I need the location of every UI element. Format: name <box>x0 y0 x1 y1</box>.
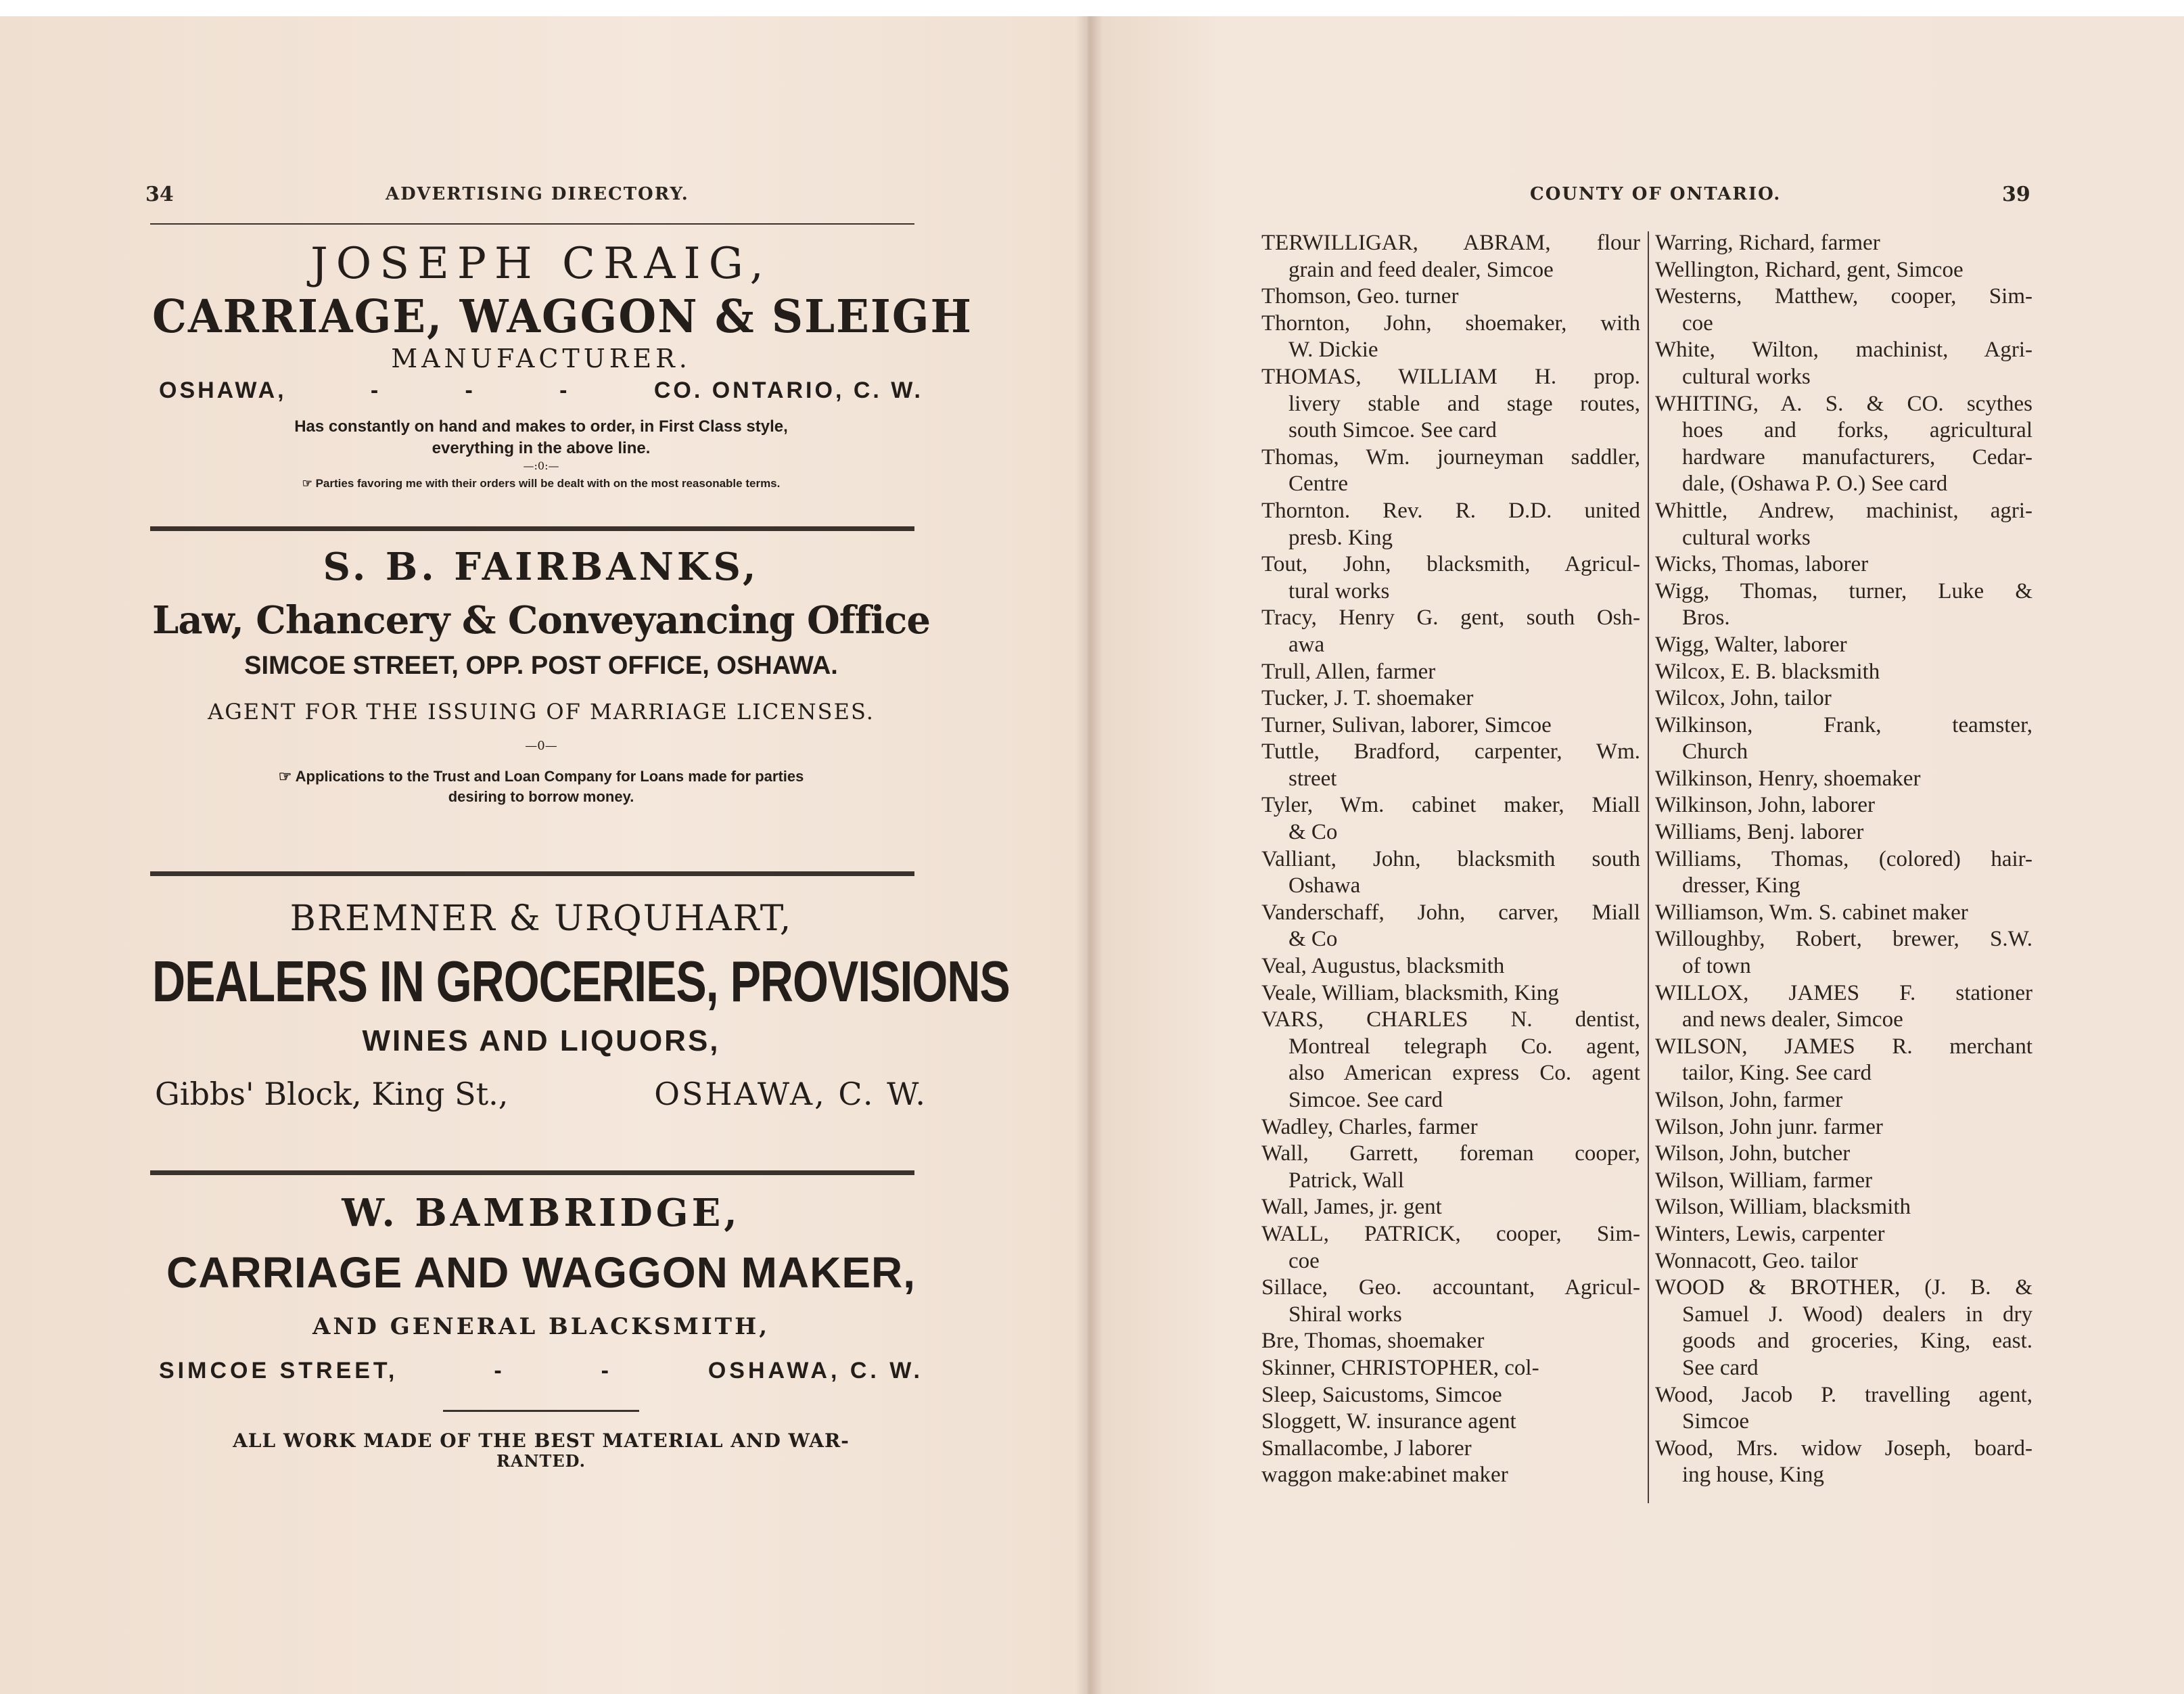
ad-address-line <box>152 373 930 407</box>
entry-line: Williams, Benj. laborer <box>1655 820 1864 845</box>
ad-headline: CARRIAGE AND WAGGON MAKER, <box>166 1248 916 1297</box>
directory-column-right <box>1655 230 2032 1489</box>
ad-separator-rule <box>150 526 914 531</box>
directory-entry <box>1261 551 1640 605</box>
directory-entry <box>1261 1409 1640 1436</box>
entry-line: Wall, Garrett, foreman cooper, <box>1261 1141 1640 1166</box>
directory-entry <box>1261 1462 1640 1489</box>
directory-entry <box>1655 632 2032 659</box>
directory-entry <box>1655 900 2032 927</box>
directory-entry <box>1261 953 1640 980</box>
entry-continuation: goods and groceries, King, east. <box>1682 1329 2032 1354</box>
entry-continuation: W. Dickie <box>1288 338 1378 363</box>
entry-continuation: hardware manufacturers, Cedar- <box>1682 444 2032 470</box>
entry-continuation: livery stable and stage routes, <box>1288 391 1640 416</box>
address-dash: - <box>370 377 381 403</box>
directory-entry <box>1261 712 1640 739</box>
directory-entry <box>1261 685 1640 712</box>
entry-line: Sleep, Saicustoms, Simcoe <box>1261 1382 1502 1407</box>
entry-line: Wigg, Thomas, turner, Luke & <box>1655 578 2032 603</box>
directory-entry <box>1261 739 1640 792</box>
address-county: CO. ONTARIO, C. W. <box>653 377 923 403</box>
directory-entry <box>1261 792 1640 846</box>
entry-line: Warring, Richard, farmer <box>1655 231 1880 255</box>
ad-headline: DEALERS IN GROCERIES, PROVISIONS <box>152 949 1010 1014</box>
directory-entry <box>1655 712 2032 766</box>
ad-title: JOSEPH CRAIG, <box>310 239 772 289</box>
address-street: SIMCOE STREET, <box>159 1358 398 1383</box>
entry-continuation: & Co <box>1288 820 1338 845</box>
ad-subheadline: AGENT FOR THE ISSUING OF MARRIAGE LICENSES. <box>208 699 875 725</box>
ornament-divider: —0— <box>525 739 557 753</box>
entry-continuation: ing house, King <box>1682 1463 1824 1488</box>
entry-continuation: Centre <box>1288 472 1348 497</box>
directory-entry <box>1655 283 2032 337</box>
entry-line: Wicks, Thomas, laborer <box>1655 552 1869 577</box>
directory-entry <box>1655 1275 2032 1381</box>
directory-entry <box>1655 257 2032 284</box>
directory-entry <box>1261 1141 1640 1194</box>
entry-continuation: tailor, King. See card <box>1682 1061 1872 1086</box>
ad-body-text: everything in the above line. <box>432 439 651 457</box>
ad-address-line <box>152 1350 930 1391</box>
entry-continuation: & Co <box>1288 927 1338 952</box>
directory-column-left <box>1261 230 1640 1489</box>
address-town: OSHAWA, C. W. <box>654 1076 927 1112</box>
entry-line: Whittle, Andrew, machinist, agri- <box>1655 498 2032 523</box>
entry-line: THOMAS, WILLIAM H. prop. <box>1261 364 1640 389</box>
entry-line: WALL, PATRICK, cooper, Sim- <box>1261 1221 1640 1246</box>
entry-continuation: tural works <box>1288 578 1390 603</box>
ad-note: ALL WORK MADE OF THE BEST MATERIAL AND WAR- <box>233 1429 850 1452</box>
directory-entry <box>1655 1248 2032 1275</box>
address-dash: - <box>465 377 475 403</box>
entry-line: White, Wilton, machinist, Agri- <box>1655 338 2032 363</box>
entry-line: Skinner, CHRISTOPHER, col- <box>1261 1355 1539 1380</box>
entry-line: Thornton, John, shoemaker, with <box>1261 311 1640 336</box>
directory-entry <box>1655 337 2032 390</box>
directory-entry <box>1261 1007 1640 1114</box>
entry-continuation: cultural works <box>1682 364 1811 389</box>
ad-subheadline: AND GENERAL BLACKSMITH, <box>312 1313 770 1340</box>
entry-line: Sillace, Geo. accountant, Agricul- <box>1261 1275 1640 1300</box>
entry-line: Vanderschaff, John, carver, Miall <box>1261 900 1640 925</box>
entry-line: TERWILLIGAR, ABRAM, flour <box>1261 231 1640 255</box>
directory-entry <box>1655 1168 2032 1195</box>
address-town: OSHAWA, <box>159 377 287 403</box>
ad-title: W. BAMBRIDGE, <box>342 1191 741 1235</box>
directory-entry <box>1655 766 2032 793</box>
ad-separator-rule <box>150 1170 914 1175</box>
entry-line: Wood, Mrs. widow Joseph, board- <box>1655 1436 2032 1461</box>
directory-entry <box>1261 230 1640 283</box>
entry-line: Tucker, J. T. shoemaker <box>1261 686 1474 711</box>
ad-note: desiring to borrow money. <box>448 788 634 805</box>
entry-line: Wigg, Walter, laborer <box>1655 632 1847 657</box>
directory-entry <box>1655 685 2032 712</box>
entry-line: Wilcox, John, tailor <box>1655 686 1832 711</box>
address-town: OSHAWA, C. W. <box>707 1358 923 1383</box>
entry-line: Trull, Allen, farmer <box>1261 659 1436 684</box>
entry-line: WHITING, A. S. & CO. scythes <box>1655 391 2032 416</box>
directory-entry <box>1261 498 1640 551</box>
entry-continuation: See card <box>1682 1355 1759 1380</box>
entry-continuation: Oshawa <box>1288 873 1361 898</box>
entry-line: Thornton. Rev. R. D.D. united <box>1261 498 1640 523</box>
header-rule <box>150 223 914 225</box>
column-divider <box>1648 231 1649 1503</box>
entry-line: WOOD & BROTHER, (J. B. & <box>1655 1275 2032 1300</box>
ad-separator-rule <box>150 871 914 876</box>
ad-subheadline: MANUFACTURER. <box>391 344 691 373</box>
entry-continuation: awa <box>1288 632 1325 657</box>
entry-continuation: Church <box>1682 739 1748 764</box>
entry-line: Tracy, Henry G. gent, south Osh- <box>1261 605 1640 631</box>
entry-line: Wilson, John, farmer <box>1655 1088 1843 1112</box>
entry-line: Wilson, John, butcher <box>1655 1141 1851 1166</box>
address-dash: - <box>559 377 570 403</box>
entry-line: Veal, Augustus, blacksmith <box>1261 954 1505 979</box>
entry-line: Tout, John, blacksmith, Agricul- <box>1261 552 1640 577</box>
entry-line: Wilkinson, John, laborer <box>1655 793 1875 818</box>
entry-line: Westerns, Matthew, cooper, Sim- <box>1655 284 2032 309</box>
entry-line: Williams, Thomas, (colored) hair- <box>1655 846 2032 871</box>
entry-line: Smallacombe, J laborer <box>1261 1436 1472 1461</box>
ad-joseph-craig <box>152 237 973 494</box>
directory-entry <box>1655 1034 2032 1087</box>
entry-line: Bre, Thomas, shoemaker <box>1261 1329 1485 1354</box>
entry-continuation: of town <box>1682 954 1751 979</box>
entry-continuation: Simcoe <box>1682 1409 1749 1434</box>
address-dash: - <box>601 1358 612 1383</box>
directory-entry <box>1655 391 2032 498</box>
entry-continuation: Shiral works <box>1288 1302 1402 1327</box>
entry-continuation: south Simcoe. See card <box>1288 418 1497 443</box>
directory-entry <box>1655 1114 2032 1141</box>
left-running-head: ADVERTISING DIRECTORY. <box>386 184 689 204</box>
entry-line: Wilkinson, Frank, teamster, <box>1655 712 2032 737</box>
ad-note: ☞ Applications to the Trust and Loan Company for Loans made for parties <box>278 768 804 785</box>
directory-entry <box>1261 364 1640 444</box>
directory-entry <box>1261 1355 1640 1382</box>
right-running-head: COUNTY OF ONTARIO. <box>1530 184 1782 204</box>
ad-bremner-urquhart <box>152 893 1010 1124</box>
address-street: Gibbs' Block, King St., <box>155 1076 509 1112</box>
ad-bambridge <box>152 1184 930 1471</box>
entry-line: Williamson, Wm. S. cabinet maker <box>1655 900 1968 925</box>
entry-continuation: coe <box>1288 1248 1320 1273</box>
directory-entry <box>1261 1436 1640 1463</box>
entry-continuation: Samuel J. Wood) dealers in dry <box>1682 1302 2032 1327</box>
directory-entry <box>1655 1141 2032 1168</box>
directory-entry <box>1655 792 2032 819</box>
directory-entry <box>1261 980 1640 1007</box>
entry-continuation: dale, (Oshawa P. O.) See card <box>1682 472 1948 497</box>
directory-entry <box>1655 846 2032 900</box>
entry-line: Valliant, John, blacksmith south <box>1261 846 1640 871</box>
entry-continuation: dresser, King <box>1682 873 1800 898</box>
directory-entry <box>1261 1328 1640 1355</box>
directory-entry <box>1261 444 1640 498</box>
short-rule <box>443 1410 639 1412</box>
ad-note: RANTED. <box>496 1451 586 1471</box>
directory-entry <box>1655 980 2032 1034</box>
directory-entry <box>1655 926 2032 980</box>
ad-title: BREMNER & URQUHART, <box>289 898 793 939</box>
left-page-number: 34 <box>145 183 174 206</box>
entry-line: Wonnacott, Geo. tailor <box>1655 1248 1858 1273</box>
directory-entry <box>1261 1275 1640 1328</box>
entry-line: Wilson, John junr. farmer <box>1655 1114 1883 1139</box>
directory-entry <box>1655 1221 2032 1248</box>
ad-headline: Law, Chancery & Conveyancing Office <box>152 598 930 643</box>
book-gutter <box>1075 16 1102 1694</box>
directory-entry <box>1261 605 1640 658</box>
entry-continuation: Patrick, Wall <box>1288 1168 1404 1193</box>
ad-address-line: SIMCOE STREET, OPP. POST OFFICE, OSHAWA. <box>244 651 838 680</box>
directory-entry <box>1261 283 1640 311</box>
directory-entry <box>1655 659 2032 686</box>
entry-line: Wilkinson, Henry, shoemaker <box>1655 766 1921 791</box>
entry-continuation: Bros. <box>1682 605 1730 631</box>
entry-continuation: street <box>1288 766 1337 791</box>
entry-line: Wilcox, E. B. blacksmith <box>1655 659 1880 684</box>
entry-continuation: also American express Co. agent <box>1288 1061 1640 1086</box>
entry-continuation: Simcoe. See card <box>1288 1088 1443 1112</box>
ad-address-line <box>152 1063 930 1124</box>
entry-continuation: hoes and forks, agricultural <box>1682 418 2032 443</box>
entry-line: Turner, Sulivan, laborer, Simcoe <box>1261 712 1552 737</box>
entry-line: Tyler, Wm. cabinet maker, Miall <box>1261 793 1640 818</box>
directory-entry <box>1261 659 1640 686</box>
entry-continuation: grain and feed dealer, Simcoe <box>1288 257 1554 282</box>
directory-entry <box>1261 311 1640 364</box>
directory-entry <box>1655 230 2032 257</box>
entry-line: Wellington, Richard, gent, Simcoe <box>1655 257 1964 282</box>
directory-entry <box>1655 819 2032 846</box>
directory-entry <box>1655 498 2032 551</box>
right-page-number: 39 <box>2002 183 2030 206</box>
ad-subheadline: WINES AND LIQUORS, <box>362 1024 720 1057</box>
ad-fairbanks <box>152 541 930 806</box>
entry-line: Tuttle, Bradford, carpenter, Wm. <box>1261 739 1640 764</box>
directory-entry <box>1261 1221 1640 1275</box>
address-dash: - <box>494 1358 505 1383</box>
entry-line: Wall, James, jr. gent <box>1261 1195 1442 1220</box>
entry-line: VARS, CHARLES N. dentist, <box>1261 1007 1640 1032</box>
ornament-divider: —:0:— <box>523 459 559 472</box>
entry-line: Willoughby, Robert, brewer, S.W. <box>1655 927 2032 952</box>
entry-line: WILSON, JAMES R. merchant <box>1655 1034 2032 1059</box>
directory-entry <box>1261 1194 1640 1221</box>
ad-note: ☞ Parties favoring me with their orders will be dealt with on the most reasonable terms. <box>302 477 781 490</box>
directory-entry <box>1655 551 2032 578</box>
ad-body-text: Has constantly on hand and makes to order, in First Class style, <box>294 417 788 436</box>
directory-entry <box>1655 1087 2032 1114</box>
entry-line: Veale, William, blacksmith, King <box>1261 980 1559 1005</box>
entry-continuation: cultural works <box>1682 525 1811 550</box>
entry-continuation: Montreal telegraph Co. agent, <box>1288 1034 1640 1059</box>
entry-continuation: coe <box>1682 311 1713 336</box>
entry-line: Wilson, William, blacksmith <box>1655 1195 1911 1220</box>
entry-line: waggon make:abinet maker <box>1261 1463 1508 1488</box>
entry-line: Wood, Jacob P. travelling agent, <box>1655 1382 2032 1407</box>
directory-entry <box>1261 900 1640 953</box>
directory-entry <box>1655 1382 2032 1436</box>
directory-entry <box>1261 1114 1640 1141</box>
entry-continuation: and news dealer, Simcoe <box>1682 1007 1903 1032</box>
entry-continuation: presb. King <box>1288 525 1393 550</box>
ad-headline: CARRIAGE, WAGGON & SLEIGH <box>152 290 973 344</box>
directory-entry <box>1655 578 2032 632</box>
directory-entry <box>1261 1382 1640 1409</box>
ad-title: S. B. FAIRBANKS, <box>323 545 760 589</box>
entry-line: Sloggett, W. insurance agent <box>1261 1409 1516 1434</box>
entry-line: Wadley, Charles, farmer <box>1261 1114 1478 1139</box>
directory-entry <box>1261 846 1640 900</box>
entry-line: Winters, Lewis, carpenter <box>1655 1221 1885 1246</box>
entry-line: WILLOX, JAMES F. stationer <box>1655 980 2032 1005</box>
directory-entry <box>1655 1436 2032 1489</box>
entry-line: Wilson, William, farmer <box>1655 1168 1873 1193</box>
directory-entry <box>1655 1194 2032 1221</box>
entry-line: Thomas, Wm. journeyman saddler, <box>1261 444 1640 470</box>
entry-line: Thomson, Geo. turner <box>1261 284 1459 309</box>
